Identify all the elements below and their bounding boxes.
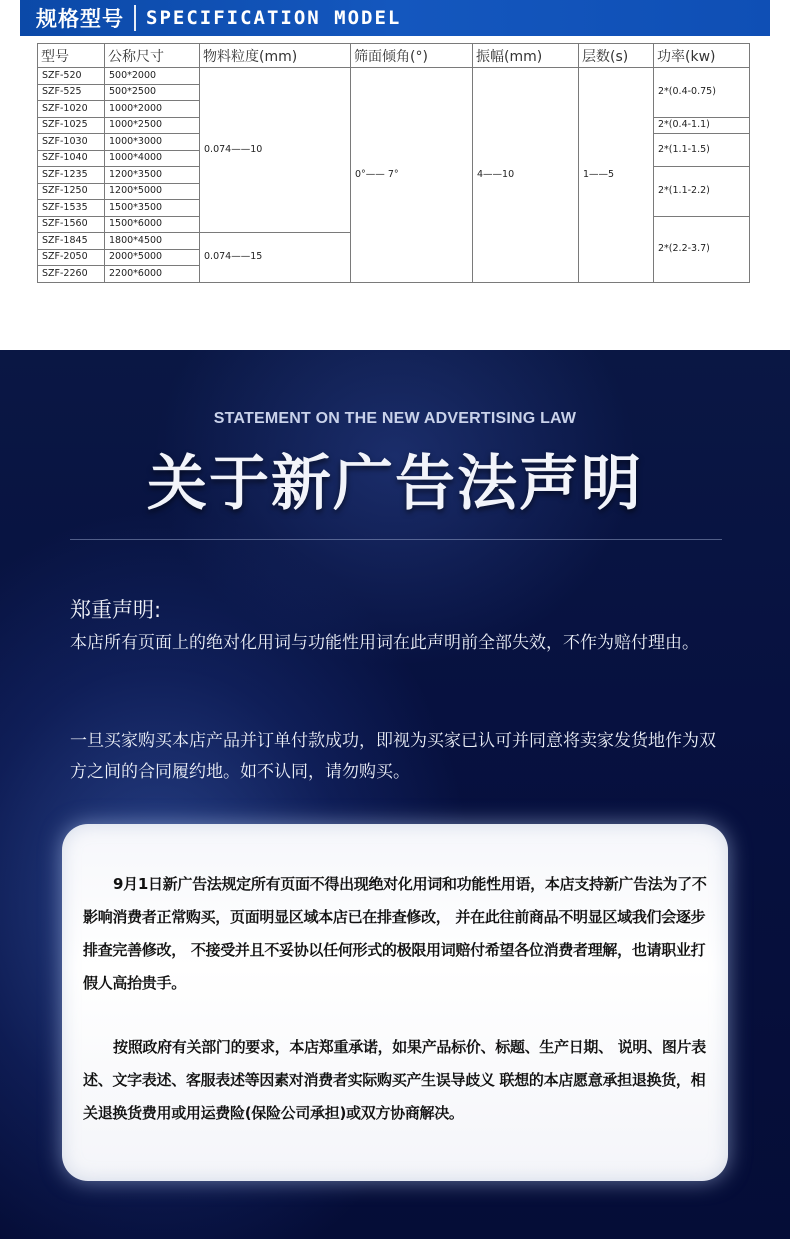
spec-table [37,43,750,283]
model-cell: SZF-1250 [38,183,105,200]
spec-banner [20,0,770,36]
title-divider [70,539,722,540]
size-cell: 500*2000 [105,68,200,85]
statement-title-en: STATEMENT ON THE NEW ADVERTISING LAW [213,410,577,427]
header-model: 型号 [38,44,105,68]
power-cell: 2*(1.1-1.5) [654,134,750,167]
size-cell: 1800*4500 [105,233,200,250]
model-cell: SZF-1845 [38,233,105,250]
model-cell: SZF-1020 [38,101,105,118]
power-cell: 2*(0.4-0.75) [654,68,750,118]
size-cell: 1500*3500 [105,200,200,217]
granularity-cell: 0.074——15 [200,233,351,283]
notice-paragraph-1: 9月1日新广告法规定所有页面不得出现绝对化用词和功能性用语，本店支持新广告法为了不影响消费者正常购买，页面明显区域本店已在排查修改， 并在此往前商品不明显区域我们会逐步排查完善修改， 不接受并且不妥协以任何形式的极限用词赔付希望各位消费者理解，也请职业打假人高抬贵手。 [83,875,707,992]
size-cell: 1000*4000 [105,150,200,167]
statement-paragraph-1: 本店所有页面上的绝对化用词与功能性用词在此声明前全部失效，不作为赔付理由。 [70,633,699,653]
power-cell: 2*(2.2-3.7) [654,216,750,282]
model-cell: SZF-1235 [38,167,105,184]
header-granularity: 物料粒度(mm) [200,44,351,68]
table-row [38,68,750,85]
size-cell: 1500*6000 [105,216,200,233]
size-cell: 2200*6000 [105,266,200,283]
model-cell: SZF-520 [38,68,105,85]
power-cell: 2*(0.4-1.1) [654,117,750,134]
spec-title-en: SPECIFICATION MODEL [146,7,402,29]
header-size: 公称尺寸 [105,44,200,68]
size-cell: 1000*2500 [105,117,200,134]
size-cell: 1000*2000 [105,101,200,118]
power-cell: 2*(1.1-2.2) [654,167,750,217]
header-amplitude: 振幅(mm) [473,44,579,68]
header-layers: 层数(s) [579,44,654,68]
header-power: 功率(kw) [654,44,750,68]
size-cell: 1000*3000 [105,134,200,151]
spec-table-header-row [38,44,750,68]
layers-cell: 1——5 [579,68,654,283]
size-cell: 1200*5000 [105,183,200,200]
notice-card [62,824,728,1181]
notice-paragraph-2: 按照政府有关部门的要求，本店郑重承诺，如果产品标价、标题、生产日期、 说明、图片表述、文字表述、客服表述等因素对消费者实际购买产生误导歧义 联想的本店愿意承担退换货，相关退换货费用或用运费险(保险公司承担)或双方协商解决。 [83,1038,706,1122]
statement-paragraph-2: 一旦买家购买本店产品并订单付款成功，即视为买家已认可并同意将卖家发货地作为双方之间的合同履约地。如不认同，请勿购买。 [70,731,716,782]
amplitude-cell: 4——10 [473,68,579,283]
model-cell: SZF-1025 [38,117,105,134]
angle-cell: 0°—— 7° [351,68,473,283]
size-cell: 500*2500 [105,84,200,101]
spec-title-divider [134,5,136,31]
model-cell: SZF-525 [38,84,105,101]
model-cell: SZF-1560 [38,216,105,233]
header-angle: 筛面倾角(°) [351,44,473,68]
model-cell: SZF-1040 [38,150,105,167]
statement-title-cn: 关于新广告法声明 [147,449,643,519]
spec-title-cn: 规格型号 [36,7,124,31]
statement-section [0,350,790,1239]
model-cell: SZF-2050 [38,249,105,266]
model-cell: SZF-2260 [38,266,105,283]
model-cell: SZF-1535 [38,200,105,217]
size-cell: 1200*3500 [105,167,200,184]
model-cell: SZF-1030 [38,134,105,151]
statement-heading: 郑重声明: [70,598,162,622]
granularity-cell: 0.074——10 [200,68,351,233]
size-cell: 2000*5000 [105,249,200,266]
spec-table-wrapper [37,43,749,283]
